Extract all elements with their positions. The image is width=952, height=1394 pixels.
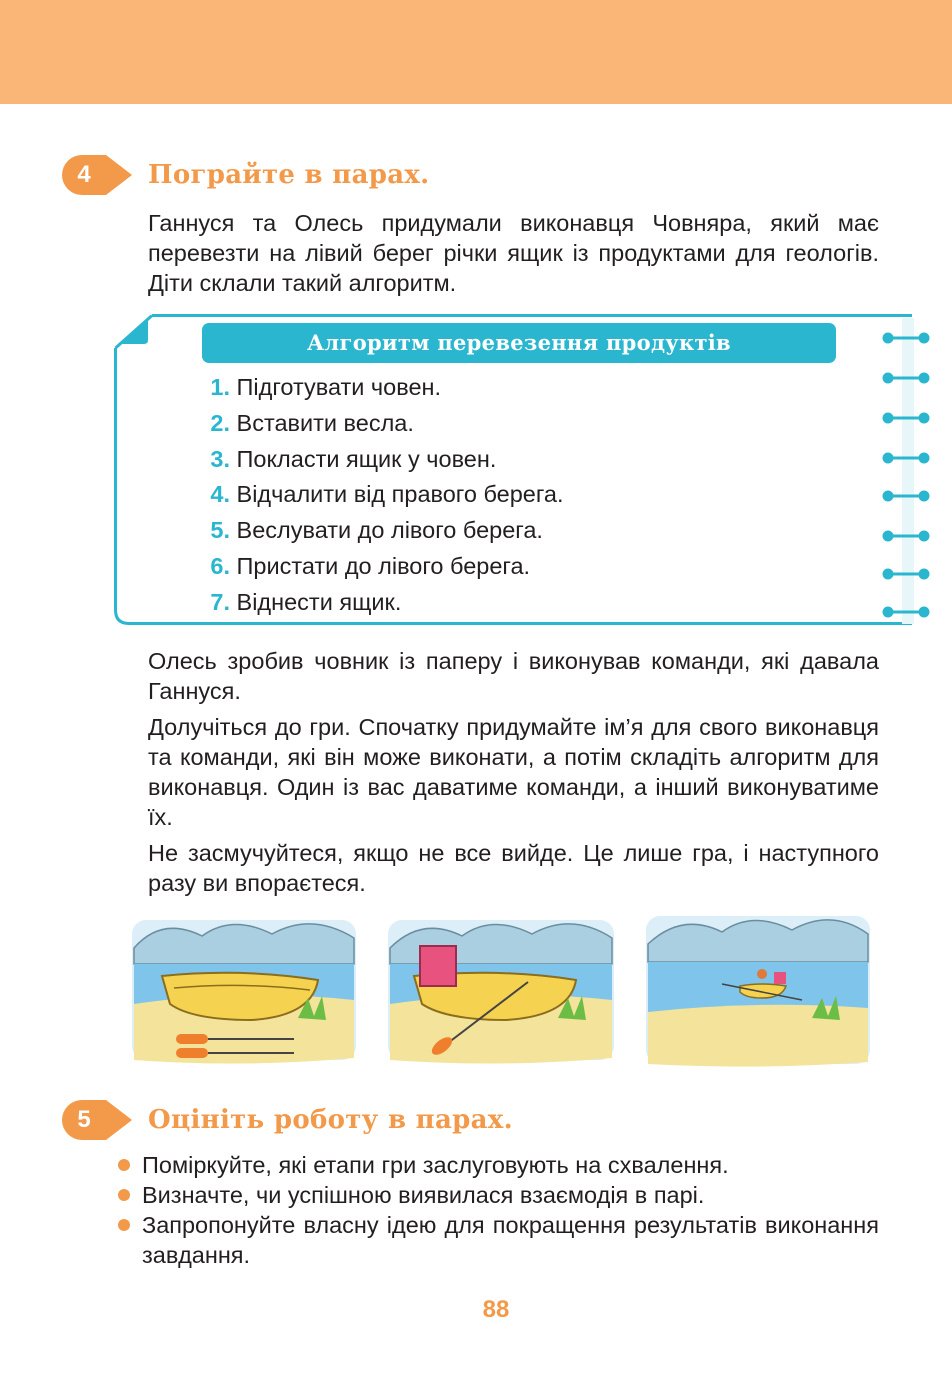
algorithm-step (180, 370, 860, 406)
algorithm-title: Алгоритм перевезення продуктів (202, 323, 836, 363)
step-number: 6. (210, 552, 230, 579)
step-text: Покласти ящик у човен. (236, 445, 497, 472)
evaluation-bullet-list (116, 1150, 879, 1270)
step-number: 3. (210, 445, 230, 472)
header-band (0, 0, 952, 104)
list-item (116, 1210, 879, 1270)
step-text: Пристати до лівого берега. (236, 552, 531, 579)
bullet-text: Поміркуйте, які етапи гри заслуговують на схвалення. (142, 1152, 729, 1178)
algorithm-steps (180, 370, 860, 621)
paragraph-join-game: Долучіться до гри. Спочатку придумайте ім’я для свого виконавця та команди, які він може виконати, а потім складіть алгоритм для виконавця. Один із вас даватиме команди, а інший виконуватиме їх. (148, 714, 879, 830)
step-number: 2. (210, 409, 230, 436)
illustration-boat-on-shore (132, 920, 356, 1064)
step-text: Підготувати човен. (236, 374, 442, 400)
bullet-text: Запропонуйте власну ідею для покращення результатів виконання завдання. (142, 1212, 879, 1268)
algorithm-step (180, 406, 860, 442)
step-number: 4. (210, 481, 230, 508)
paragraph-encouragement: Не засмучуйтеся, якщо не все вийде. Це лише гра, і наступного разу ви впораєтеся. (148, 840, 879, 896)
list-item (116, 1150, 879, 1180)
step-number: 5. (210, 517, 230, 544)
list-item (116, 1180, 879, 1210)
algorithm-step (180, 477, 860, 513)
notebook-binding-rings (880, 318, 940, 624)
bullet-dot-icon (118, 1189, 130, 1201)
algorithm-step (180, 549, 860, 585)
task-number: 5 (77, 1106, 91, 1133)
step-text: Відчалити від правого берега. (236, 481, 564, 508)
algorithm-step (180, 585, 860, 621)
illustration-rowing-boat (646, 916, 870, 1067)
task-number: 4 (77, 161, 91, 188)
boat-illustrations (122, 908, 874, 1076)
task-title: Оцініть роботу в парах. (148, 1105, 513, 1135)
step-number: 7. (210, 588, 230, 615)
step-text: Віднести ящик. (236, 588, 402, 615)
step-number: 1. (210, 374, 230, 400)
algorithm-step (180, 442, 860, 478)
bullet-text: Визначте, чи успішною виявилася взаємодія в парі. (142, 1182, 705, 1208)
page-number: 88 (482, 1296, 510, 1323)
bullet-dot-icon (118, 1219, 130, 1231)
bullet-dot-icon (118, 1159, 130, 1171)
task-4-intro: Ганнуся та Олесь придумали виконавця Човняра, який має перевезти на лівий берег річки ящик із продуктами для геологів. Діти склали такий алгоритм. (148, 210, 879, 296)
step-text: Веслувати до лівого берега. (236, 517, 543, 544)
illustration-box-in-boat (388, 920, 614, 1064)
algorithm-step (180, 513, 860, 549)
task-title: Пограйте в парах. (148, 160, 430, 190)
step-text: Вставити весла. (236, 409, 414, 436)
paragraph-paper-boat: Олесь зробив човник із паперу і виконував команди, які давала Ганнуся. (148, 648, 879, 704)
